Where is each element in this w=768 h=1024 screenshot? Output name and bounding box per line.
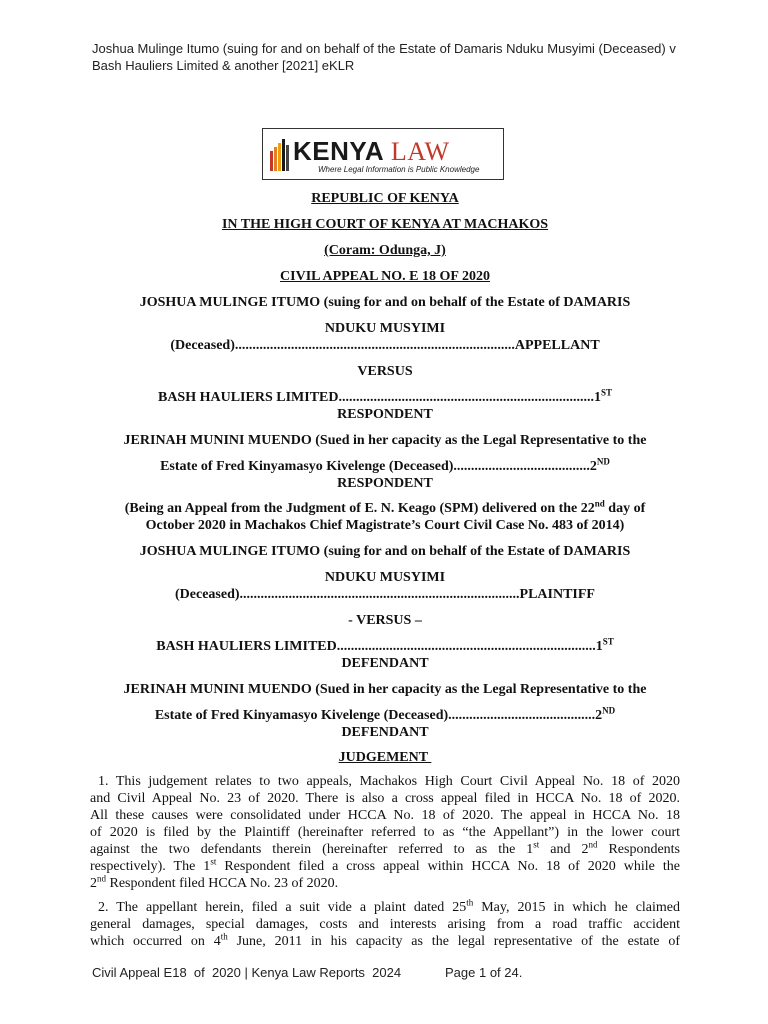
- logo-wordmark: [293, 137, 450, 166]
- running-header: [92, 40, 692, 74]
- p2-l3-sup: th: [220, 931, 228, 942]
- paragraph-2-line-2: general damages, special damages, costs and interests arising from a road traffic accident: [90, 917, 680, 932]
- appellant-line-1: JOSHUA MULINGE ITUMO (suing for and on behalf of the Estate of DAMARIS: [139, 295, 631, 310]
- paragraph-2-line-1: [90, 899, 680, 916]
- court-heading: IN THE HIGH COURT OF KENYA AT MACHAKOS: [221, 217, 549, 232]
- pillars-icon: [270, 139, 290, 171]
- p1-l5-text-2: and 2: [539, 842, 589, 857]
- paragraph-1-line-3: All these causes were consolidated under HCCA No. 18 of 2020. The appeal in HCCA No. 18: [90, 808, 680, 823]
- p1-l6-sup: st: [210, 856, 217, 867]
- respondent-2-line-3: RESPONDENT: [337, 476, 433, 491]
- versus-label: VERSUS: [357, 364, 413, 379]
- paragraph-2-line-3: [90, 933, 680, 950]
- appeal-from-ordinal: nd: [594, 498, 605, 509]
- appeal-from-text: (Being an Appeal from the Judgment of E. N. Keago (SPM) delivered on the 22: [124, 501, 595, 516]
- republic-heading: REPUBLIC OF KENYA: [311, 191, 459, 206]
- p1-l6-text-2: Respondent filed a cross appeal within HCCA No. 18 of 2020 while the: [216, 859, 680, 874]
- defendant-2-ordinal: ND: [602, 705, 616, 716]
- p1-l5-text: against the two defendants therein (hereinafter referred to as the 1: [90, 842, 534, 857]
- logo-tagline: Where Legal Information is Public Knowledge: [318, 165, 480, 174]
- p1-l7-text-2: Respondent filed HCCA No. 23 of 2020.: [106, 876, 339, 891]
- respondent-1-line-1: [90, 389, 680, 406]
- logo-law: LAW: [390, 137, 450, 166]
- p1-l6-text: respectively). The 1: [90, 859, 211, 874]
- defendant-1-line-1: [90, 638, 680, 655]
- appellant-line-2: NDUKU MUSYIMI: [324, 321, 446, 336]
- paragraph-1-line-7: [90, 875, 680, 892]
- plaintiff-line-3: (Deceased)................................................................................PLAINTIFF: [175, 587, 595, 602]
- paragraph-1-line-5: [90, 841, 680, 858]
- plaintiff-line-2: NDUKU MUSYIMI: [324, 570, 446, 585]
- footer-citation: Civil Appeal E18 of 2020 | Kenya Law Reports 2024: [92, 965, 402, 980]
- p2-l1-text-2: May, 2015 in which he claimed: [473, 900, 680, 915]
- judgement-heading: JUDGEMENT: [338, 750, 432, 765]
- appeal-from-line-1: [90, 500, 680, 517]
- respondent-2-ordinal: ND: [596, 456, 610, 467]
- coram-heading: (Coram: Odunga, J): [324, 243, 446, 258]
- respondent-2-line-2: [90, 458, 680, 475]
- defendant-2-text: Estate of Fred Kinyamasyo Kivelenge (Deceased)..........................................2: [154, 708, 603, 723]
- p1-l5-sup-1: st: [533, 839, 540, 850]
- p2-l3-text: which occurred on 4: [90, 934, 221, 949]
- defendant-1-line-2: DEFENDANT: [341, 656, 429, 671]
- header-line-2: Bash Hauliers Limited & another [2021] eKLR: [92, 58, 355, 73]
- defendant-1-text: BASH HAULIERS LIMITED..........................................................................1: [156, 639, 603, 654]
- appellant-line-3: (Deceased)................................................................................APPELLANT: [170, 338, 600, 353]
- header-line-1: Joshua Mulinge Itumo (suing for and on behalf of the Estate of Damaris Nduku Musyimi (Deceased) v: [92, 41, 676, 56]
- p1-l5-sup-2: nd: [588, 839, 598, 850]
- respondent-1-text: BASH HAULIERS LIMITED.........................................................................1: [157, 390, 601, 405]
- case-number: CIVIL APPEAL NO. E 18 OF 2020: [280, 269, 490, 284]
- paragraph-1-line-1: 1. This judgement relates to two appeals, Machakos High Court Civil Appeal No. 18 of 2020: [98, 774, 680, 789]
- paragraph-1-line-4: of 2020 is filed by the Plaintiff (hereinafter referred to as “the Appellant”) in the lower court: [90, 825, 680, 840]
- paragraph-2: [90, 899, 680, 950]
- paragraph-1-line-2: and Civil Appeal No. 23 of 2020. There is also a cross appeal filed in HCCA No. 18 of 2020.: [90, 791, 680, 806]
- p2-l3-text-2: June, 2011 in his capacity as the legal representative of the estate of: [227, 934, 680, 949]
- p1-l7-sup: nd: [97, 873, 106, 884]
- respondent-2-text: Estate of Fred Kinyamasyo Kivelenge (Deceased).......................................2: [160, 459, 597, 474]
- defendant-2-line-2: [90, 707, 680, 724]
- plaintiff-line-1: JOSHUA MULINGE ITUMO (suing for and on behalf of the Estate of DAMARIS: [139, 544, 631, 559]
- defendant-1-ordinal: ST: [602, 636, 614, 647]
- paragraph-1-line-6: [90, 858, 680, 875]
- defendant-2-line-3: DEFENDANT: [341, 725, 429, 740]
- defendant-2-line-1: JERINAH MUNINI MUENDO (Sued in her capacity as the Legal Representative to the: [123, 682, 647, 697]
- appeal-from-line-2: October 2020 in Machakos Chief Magistrate’s Court Civil Case No. 483 of 2014): [145, 518, 625, 533]
- logo-kenya: KENYA: [293, 136, 384, 166]
- respondent-1-ordinal: ST: [600, 387, 612, 398]
- p1-l5-text-3: Respondents: [597, 842, 680, 857]
- p1-l7-text: 2: [90, 876, 97, 891]
- versus-label-2: - VERSUS –: [348, 613, 422, 628]
- paragraph-1: [90, 773, 680, 892]
- page-number: Page 1 of 24.: [445, 965, 523, 980]
- p2-l1-text: 2. The appellant herein, filed a suit vide a plaint dated 25: [98, 900, 467, 915]
- p2-l1-sup: th: [466, 897, 474, 908]
- respondent-1-line-2: RESPONDENT: [337, 407, 433, 422]
- kenya-law-logo: [262, 128, 504, 180]
- respondent-2-line-1: JERINAH MUNINI MUENDO (Sued in her capacity as the Legal Representative to the: [123, 433, 647, 448]
- appeal-from-text-end: day of: [604, 501, 646, 516]
